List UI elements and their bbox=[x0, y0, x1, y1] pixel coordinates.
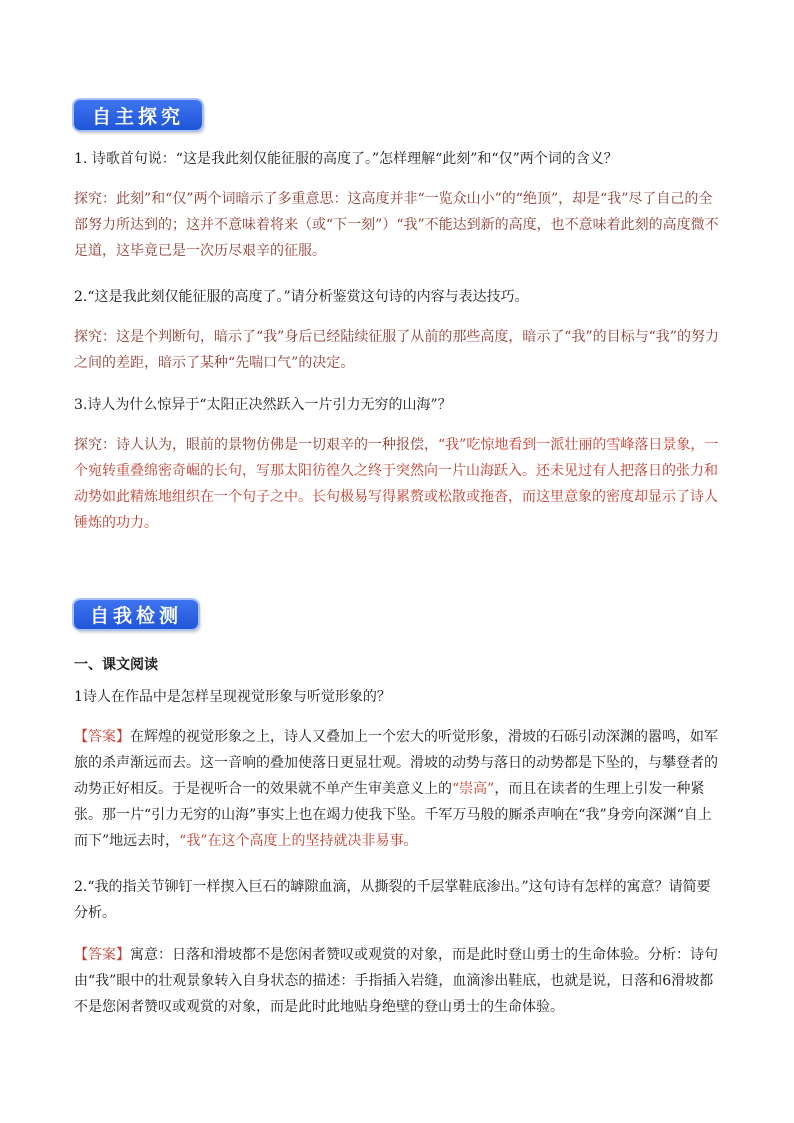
test-answer-2 bbox=[74, 942, 724, 1020]
section-banner-self-test bbox=[74, 600, 198, 629]
question-3: 3.诗人为什么惊异于“太阳正决然跃入一片引力无穷的山海”？ bbox=[74, 397, 452, 413]
answer-1: 探究：此刻”和“仅”两个词暗示了多重意思：这高度并非“一览众山小”的“绝顶”，却是“我”尽了自己的全部努力所达到的；这并不意味着将来（或“下一刻”）“我”不能达到新的高度，也不意味着此刻的高度微不足道，这毕竟已是一次历尽艰辛的征服。 bbox=[74, 191, 719, 259]
test-question-1: 1诗人在作品中是怎样呈现视觉形象与听觉形象的？ bbox=[74, 689, 391, 705]
answer-3-part1: 探究：诗人认为，眼前的景物仿佛是一切艰辛的一种报偿， bbox=[74, 437, 438, 453]
test-answer-1 bbox=[74, 724, 724, 854]
test-answer-1-part1: 在辉煌的视觉形象之上，诗人又叠加上一个宏大的听觉形象，滑坡的石砾引动深渊的嚣鸣，如军旅的杀声渐远而去。这一音响的叠加使落日更显壮观。滑坡的动势与落日的动势都是下坠的，与攀登者的动势正好相反。于是视听合一的效果就不单产生审美意义上的 bbox=[74, 729, 718, 797]
test-answer-1-highlight-2: “我”在这个高度上的坚持就决非易事。 bbox=[179, 833, 418, 849]
subsection-title: 一、课文阅读 bbox=[74, 657, 158, 673]
test-answer-2-body: 寓意：日落和滑坡都不是您闲者赞叹或观赏的对象，而是此时登山勇士的生命体验。分析：诗句由“我”眼中的壮观景象转入自身状态的描述：手指插入岩缝，血滴渗出鞋底，也就是说，日落和6滑坡都不是您闲者赞叹或观赏的对象，而是此时此地贴身绝壁的登山勇士的生命体验。 bbox=[74, 947, 718, 1015]
answer-3 bbox=[74, 432, 724, 536]
answer-tag: 【答案】 bbox=[74, 729, 130, 745]
answer-2: 探究：这是个判断句，暗示了“我”身后已经陆续征服了从前的那些高度，暗示了“我”的目标与“我”的努力之间的差距，暗示了某种“先喘口气”的决定。 bbox=[74, 329, 719, 371]
section-banner-label: 自主探究 bbox=[91, 105, 184, 128]
test-answer-1-part2: ，而且在读者的生理上引发一种紧张。那一片“引力无穷的山海”事实上也在竭力使我下坠。千军万马般的厮杀声响在“我”身旁向深渊“自上而下”地远去时， bbox=[74, 781, 712, 849]
section-banner-self-inquiry bbox=[74, 100, 202, 130]
question-1: 1. 诗歌首句说：“这是我此刻仅能征服的高度了。”怎样理解“此刻”和“仅”两个词的含义？ bbox=[74, 151, 618, 167]
test-question-2: 2.“我的指关节铆钉一样揳入巨石的罅隙血滴，从撕裂的千层掌鞋底渗出。”这句诗有怎样的寓意？请简要分析。 bbox=[74, 879, 711, 921]
test-answer-1-highlight-1: “崇高” bbox=[452, 781, 495, 797]
question-2: 2.“这是我此刻仅能征服的高度了。”请分析鉴赏这句诗的内容与表达技巧。 bbox=[74, 289, 529, 305]
answer-3-part2: “我”吃惊地看到一派壮丽的雪峰落日景象，一个宛转重叠绵密奇崛的长句，写那太阳彷徨久之终于突然向一片山海跃入。还未见过有人把落日的张力和动势如此精炼地组织在一个句子之中。长句极易写得累赘或松散或拖沓，而这里意象的密度却显示了诗人锤炼的功力。 bbox=[74, 437, 719, 531]
answer-tag: 【答案】 bbox=[74, 947, 130, 963]
section-banner-label: 自我检测 bbox=[89, 605, 182, 627]
